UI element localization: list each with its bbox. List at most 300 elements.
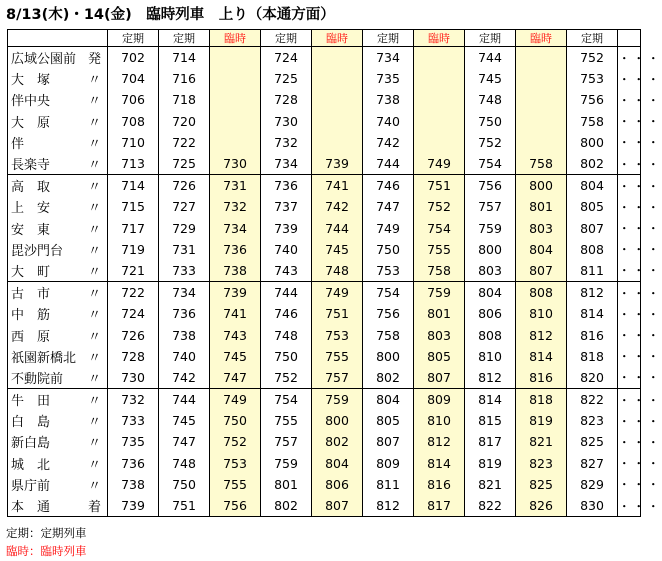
station-suffix: 発 (87, 52, 101, 68)
station-name: 白 島 (11, 415, 51, 431)
time-cell: 755 (210, 474, 261, 495)
time-cell: 756 (210, 495, 261, 517)
time-cell: 812 (516, 324, 567, 345)
station-name: 県庁前 (11, 478, 51, 494)
time-cell: 754 (363, 282, 414, 304)
station-cell (8, 495, 108, 517)
time-cell: 749 (312, 282, 363, 304)
time-cell: 754 (414, 218, 465, 239)
time-cell: 755 (414, 239, 465, 260)
station-suffix: 〃 (87, 415, 101, 431)
time-cell: 757 (312, 367, 363, 389)
more-header (618, 30, 641, 47)
station-suffix: 着 (87, 500, 101, 516)
station-suffix: 〃 (87, 264, 101, 280)
station-name: 伴中央 (11, 94, 51, 110)
time-cell: 750 (465, 111, 516, 132)
more-cell: ・・・ (618, 431, 641, 452)
station-name: 大 町 (11, 264, 51, 280)
station-cell (8, 346, 108, 367)
time-cell: 812 (465, 367, 516, 389)
more-cell: ・・・ (618, 153, 641, 175)
time-cell: 728 (261, 89, 312, 110)
time-cell: 738 (108, 474, 159, 495)
time-cell: 803 (516, 218, 567, 239)
time-cell: 744 (465, 47, 516, 69)
time-cell: 807 (516, 260, 567, 282)
more-cell: ・・・ (618, 303, 641, 324)
time-cell: 808 (516, 282, 567, 304)
time-cell: 753 (567, 68, 618, 89)
more-cell: ・・・ (618, 324, 641, 345)
time-cell: 800 (363, 346, 414, 367)
time-cell: 804 (465, 282, 516, 304)
station-suffix: 〃 (87, 94, 101, 110)
time-cell: 818 (567, 346, 618, 367)
time-cell: 752 (567, 47, 618, 69)
time-cell: 718 (159, 89, 210, 110)
time-cell: 800 (516, 175, 567, 197)
time-cell: 759 (465, 218, 516, 239)
time-cell: 830 (567, 495, 618, 517)
time-cell: 814 (414, 453, 465, 474)
more-cell: ・・・ (618, 389, 641, 411)
train-header: 臨時 (210, 30, 261, 47)
time-cell: 721 (108, 260, 159, 282)
time-cell: 744 (261, 282, 312, 304)
time-cell: 740 (159, 346, 210, 367)
train-header: 定期 (108, 30, 159, 47)
time-cell (516, 47, 567, 69)
train-header: 定期 (465, 30, 516, 47)
time-cell (516, 68, 567, 89)
station-suffix: 〃 (87, 222, 101, 238)
table-row (8, 431, 641, 452)
time-cell: 753 (363, 260, 414, 282)
time-cell: 743 (261, 260, 312, 282)
time-cell: 727 (159, 196, 210, 217)
time-cell: 802 (312, 431, 363, 452)
station-cell (8, 218, 108, 239)
time-cell: 704 (108, 68, 159, 89)
time-cell: 816 (567, 324, 618, 345)
more-cell: ・・・ (618, 346, 641, 367)
time-cell: 807 (414, 367, 465, 389)
time-cell: 736 (159, 303, 210, 324)
station-name: 安 東 (11, 222, 51, 238)
station-cell (8, 431, 108, 452)
time-cell (210, 132, 261, 153)
time-cell: 744 (363, 153, 414, 175)
time-cell: 814 (567, 303, 618, 324)
time-cell: 817 (414, 495, 465, 517)
time-cell: 805 (363, 410, 414, 431)
time-cell: 751 (414, 175, 465, 197)
time-cell: 753 (312, 324, 363, 345)
time-cell (414, 111, 465, 132)
table-row (8, 89, 641, 110)
table-row (8, 47, 641, 69)
train-header: 臨時 (312, 30, 363, 47)
station-suffix: 〃 (87, 436, 101, 452)
station-cell (8, 303, 108, 324)
time-cell: 717 (108, 218, 159, 239)
more-cell: ・・・ (618, 89, 641, 110)
time-cell: 755 (261, 410, 312, 431)
time-cell: 713 (108, 153, 159, 175)
time-cell: 730 (210, 153, 261, 175)
time-cell (516, 89, 567, 110)
time-cell: 748 (261, 324, 312, 345)
time-cell: 827 (567, 453, 618, 474)
time-cell: 725 (159, 153, 210, 175)
time-cell: 826 (516, 495, 567, 517)
station-suffix: 〃 (87, 371, 101, 387)
table-row (8, 346, 641, 367)
time-cell (312, 47, 363, 69)
station-name: 西 原 (11, 329, 51, 345)
time-cell: 733 (108, 410, 159, 431)
time-cell: 741 (210, 303, 261, 324)
time-cell: 714 (108, 175, 159, 197)
time-cell: 800 (465, 239, 516, 260)
table-row (8, 410, 641, 431)
station-cell (8, 474, 108, 495)
time-cell (210, 111, 261, 132)
time-cell: 822 (567, 389, 618, 411)
time-cell: 808 (465, 324, 516, 345)
time-cell (312, 89, 363, 110)
time-cell: 807 (312, 495, 363, 517)
more-cell: ・・・ (618, 111, 641, 132)
time-cell: 748 (312, 260, 363, 282)
station-name: 伴 (11, 136, 25, 152)
time-cell: 802 (261, 495, 312, 517)
time-cell: 734 (210, 218, 261, 239)
station-cell (8, 282, 108, 304)
time-cell: 810 (414, 410, 465, 431)
table-row (8, 111, 641, 132)
station-suffix: 〃 (87, 350, 101, 366)
legend-rinji: 臨時：臨時列車 (6, 544, 87, 558)
time-cell: 738 (159, 324, 210, 345)
time-cell: 708 (108, 111, 159, 132)
train-header: 定期 (567, 30, 618, 47)
table-row (8, 175, 641, 197)
time-cell: 811 (363, 474, 414, 495)
station-name: 上 安 (11, 201, 51, 217)
time-cell: 750 (159, 474, 210, 495)
more-cell: ・・・ (618, 47, 641, 69)
time-cell: 757 (465, 196, 516, 217)
station-cell (8, 111, 108, 132)
time-cell: 740 (363, 111, 414, 132)
time-cell: 736 (108, 453, 159, 474)
time-cell: 730 (108, 367, 159, 389)
time-cell (414, 132, 465, 153)
time-cell: 749 (363, 218, 414, 239)
time-cell: 719 (108, 239, 159, 260)
time-cell: 819 (465, 453, 516, 474)
time-cell: 753 (210, 453, 261, 474)
time-cell: 745 (312, 239, 363, 260)
more-cell: ・・・ (618, 132, 641, 153)
time-cell: 744 (312, 218, 363, 239)
time-cell: 732 (261, 132, 312, 153)
train-header: 定期 (363, 30, 414, 47)
time-cell: 729 (159, 218, 210, 239)
table-row (8, 303, 641, 324)
station-cell (8, 89, 108, 110)
station-name: 毘沙門台 (11, 243, 64, 259)
time-cell: 806 (312, 474, 363, 495)
time-cell: 739 (210, 282, 261, 304)
time-cell: 759 (414, 282, 465, 304)
time-cell: 733 (159, 260, 210, 282)
time-cell: 803 (414, 324, 465, 345)
legend-teiki: 定期：定期列車 (6, 526, 87, 540)
station-suffix: 〃 (87, 180, 101, 196)
time-cell: 758 (516, 153, 567, 175)
time-cell: 812 (567, 282, 618, 304)
time-cell: 742 (312, 196, 363, 217)
time-cell: 809 (363, 453, 414, 474)
time-cell: 816 (516, 367, 567, 389)
station-cell (8, 367, 108, 389)
station-header (8, 30, 108, 47)
station-cell (8, 132, 108, 153)
more-cell: ・・・ (618, 495, 641, 517)
time-cell: 714 (159, 47, 210, 69)
station-name: 本 通 (11, 500, 51, 516)
time-cell: 752 (465, 132, 516, 153)
station-suffix: 〃 (87, 308, 101, 324)
more-cell: ・・・ (618, 218, 641, 239)
station-cell (8, 324, 108, 345)
time-cell: 759 (312, 389, 363, 411)
time-cell: 809 (414, 389, 465, 411)
time-cell: 731 (210, 175, 261, 197)
time-cell: 725 (261, 68, 312, 89)
time-cell: 741 (312, 175, 363, 197)
time-cell: 749 (414, 153, 465, 175)
more-cell: ・・・ (618, 260, 641, 282)
time-cell (414, 47, 465, 69)
table-row (8, 495, 641, 517)
time-cell: 801 (414, 303, 465, 324)
time-cell: 748 (159, 453, 210, 474)
time-cell: 726 (159, 175, 210, 197)
time-cell: 800 (312, 410, 363, 431)
time-cell: 821 (465, 474, 516, 495)
station-cell (8, 410, 108, 431)
station-name: 大 原 (11, 115, 51, 131)
table-row (8, 132, 641, 153)
time-cell: 748 (465, 89, 516, 110)
more-cell: ・・・ (618, 453, 641, 474)
station-suffix: 〃 (87, 115, 101, 131)
station-cell (8, 389, 108, 411)
time-cell: 736 (261, 175, 312, 197)
time-cell: 734 (159, 282, 210, 304)
time-cell: 743 (210, 324, 261, 345)
time-cell: 750 (210, 410, 261, 431)
station-cell (8, 196, 108, 217)
time-cell: 811 (567, 260, 618, 282)
time-cell: 812 (363, 495, 414, 517)
time-cell: 747 (210, 367, 261, 389)
station-suffix: 〃 (87, 329, 101, 345)
table-row (8, 68, 641, 89)
more-cell: ・・・ (618, 367, 641, 389)
time-cell: 815 (465, 410, 516, 431)
station-cell (8, 260, 108, 282)
station-cell (8, 153, 108, 175)
station-name: 長楽寺 (11, 158, 51, 174)
time-cell: 810 (465, 346, 516, 367)
time-cell: 801 (516, 196, 567, 217)
station-suffix: 〃 (87, 243, 101, 259)
time-cell: 754 (261, 389, 312, 411)
station-name: 古 市 (11, 287, 51, 303)
time-cell: 759 (261, 453, 312, 474)
time-cell: 802 (363, 367, 414, 389)
more-cell: ・・・ (618, 474, 641, 495)
time-cell: 829 (567, 474, 618, 495)
time-cell: 724 (108, 303, 159, 324)
time-cell: 738 (210, 260, 261, 282)
station-cell (8, 175, 108, 197)
time-cell: 734 (261, 153, 312, 175)
more-cell: ・・・ (618, 196, 641, 217)
time-cell: 807 (567, 218, 618, 239)
time-cell: 801 (261, 474, 312, 495)
time-cell: 739 (108, 495, 159, 517)
time-cell: 732 (108, 389, 159, 411)
time-cell (210, 47, 261, 69)
time-cell: 722 (108, 282, 159, 304)
time-cell: 819 (516, 410, 567, 431)
page-title: 8/13(木)・14(金) 臨時列車 上り（本通方面） (6, 7, 335, 23)
time-cell: 750 (261, 346, 312, 367)
time-cell: 742 (159, 367, 210, 389)
table-row (8, 260, 641, 282)
station-suffix: 〃 (87, 457, 101, 473)
time-cell: 751 (159, 495, 210, 517)
table-row (8, 239, 641, 260)
time-cell: 821 (516, 431, 567, 452)
time-cell: 745 (159, 410, 210, 431)
time-cell: 747 (363, 196, 414, 217)
time-cell (312, 132, 363, 153)
time-cell: 810 (516, 303, 567, 324)
station-suffix: 〃 (87, 136, 101, 152)
station-suffix: 〃 (87, 73, 101, 89)
table-row (8, 218, 641, 239)
time-cell (312, 111, 363, 132)
time-cell: 805 (414, 346, 465, 367)
time-cell: 804 (363, 389, 414, 411)
station-suffix: 〃 (87, 287, 101, 303)
table-row (8, 367, 641, 389)
time-cell: 740 (261, 239, 312, 260)
station-suffix: 〃 (87, 478, 101, 494)
station-suffix: 〃 (87, 201, 101, 217)
table-row (8, 474, 641, 495)
time-cell: 758 (414, 260, 465, 282)
time-cell: 702 (108, 47, 159, 69)
time-cell: 806 (465, 303, 516, 324)
time-cell: 812 (414, 431, 465, 452)
time-cell: 739 (312, 153, 363, 175)
train-header: 臨時 (516, 30, 567, 47)
time-cell: 735 (108, 431, 159, 452)
time-cell: 822 (465, 495, 516, 517)
time-cell (210, 68, 261, 89)
time-cell: 804 (312, 453, 363, 474)
time-cell: 731 (159, 239, 210, 260)
table-row (8, 153, 641, 175)
time-cell: 750 (363, 239, 414, 260)
more-cell: ・・・ (618, 410, 641, 431)
time-cell: 720 (159, 111, 210, 132)
time-cell: 802 (567, 153, 618, 175)
time-cell: 739 (261, 218, 312, 239)
time-cell: 823 (567, 410, 618, 431)
time-cell: 758 (363, 324, 414, 345)
time-cell (414, 68, 465, 89)
time-cell: 808 (567, 239, 618, 260)
more-cell: ・・・ (618, 282, 641, 304)
station-cell (8, 239, 108, 260)
station-name: 大 塚 (11, 73, 51, 89)
station-name: 広域公園前 (11, 52, 77, 68)
time-cell (414, 89, 465, 110)
time-cell: 730 (261, 111, 312, 132)
time-cell: 746 (261, 303, 312, 324)
station-suffix: 〃 (87, 394, 101, 410)
more-cell: ・・・ (618, 68, 641, 89)
time-cell: 817 (465, 431, 516, 452)
time-cell: 825 (516, 474, 567, 495)
station-name: 城 北 (11, 457, 51, 473)
time-cell: 752 (261, 367, 312, 389)
table-row (8, 282, 641, 304)
time-cell: 735 (363, 68, 414, 89)
time-cell: 758 (567, 111, 618, 132)
time-cell (516, 111, 567, 132)
time-cell: 814 (516, 346, 567, 367)
time-cell: 756 (567, 89, 618, 110)
time-cell: 756 (465, 175, 516, 197)
time-cell: 805 (567, 196, 618, 217)
time-cell: 825 (567, 431, 618, 452)
time-cell: 734 (363, 47, 414, 69)
time-cell: 803 (465, 260, 516, 282)
time-cell: 820 (567, 367, 618, 389)
table-row (8, 453, 641, 474)
time-cell: 807 (363, 431, 414, 452)
time-cell: 757 (261, 431, 312, 452)
time-cell: 816 (414, 474, 465, 495)
time-cell: 737 (261, 196, 312, 217)
time-cell: 752 (414, 196, 465, 217)
station-cell (8, 453, 108, 474)
timetable (7, 29, 662, 517)
time-cell (210, 89, 261, 110)
time-cell: 749 (210, 389, 261, 411)
time-cell: 728 (108, 346, 159, 367)
